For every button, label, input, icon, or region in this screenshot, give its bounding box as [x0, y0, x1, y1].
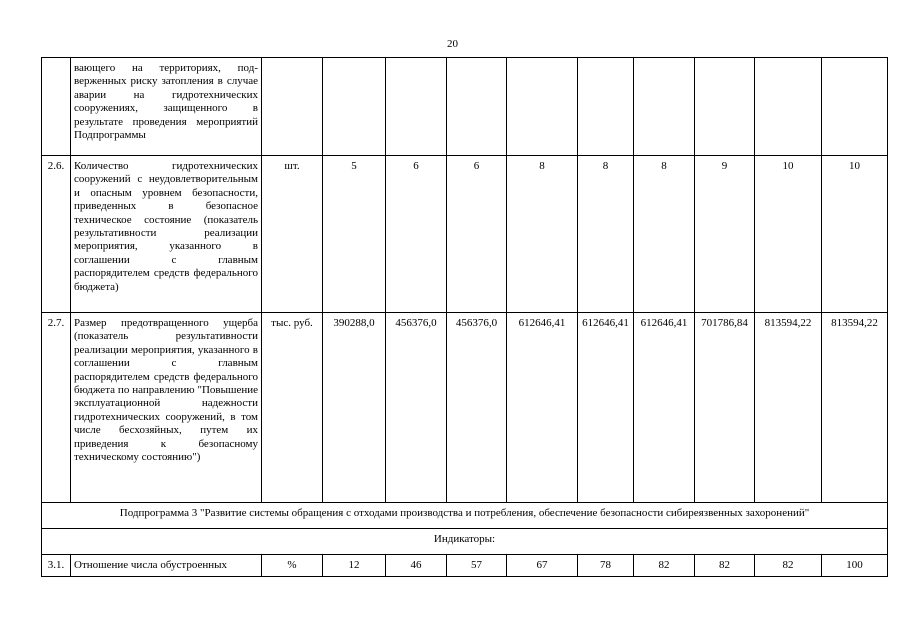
table-row: [42, 313, 888, 503]
row-number: 2.7.: [42, 313, 71, 503]
indicator-description: вающего на территориях, подверженных риску затопления в случае аварии на гидротехнических сооружениях, защищенного в результате проведения мероприятий Подпрограммы: [71, 58, 262, 156]
table-row: [42, 555, 888, 577]
indicator-description: Размер предотвращенного ущерба (показатель результативности реализации мероприятия, указанного в соглашении с главным распорядителем средств федерального бюджета по направлению "Повышение эксплуатационной надежности гидротехнических сооружений, в том числе бесхозяйных, путем их приведения к безопасному техническому состоянию"): [71, 313, 262, 503]
value-cell: 46: [386, 555, 447, 577]
value-cell: 9: [695, 156, 755, 313]
unit-cell: тыс. руб.: [262, 313, 323, 503]
value-cell: 6: [386, 156, 447, 313]
row-number: 2.6.: [42, 156, 71, 313]
value-cell: 456376,0: [447, 313, 507, 503]
page-number: 20: [447, 38, 458, 50]
value-cell: 82: [755, 555, 822, 577]
subprogram-row: [42, 503, 888, 529]
unit-cell: шт.: [262, 156, 323, 313]
indicator-description: Отношение числа обустроенных: [71, 555, 262, 577]
value-cell: 813594,22: [822, 313, 888, 503]
value-cell: 82: [634, 555, 695, 577]
indicators-label: Индикаторы:: [42, 529, 888, 555]
value-cell: 701786,84: [695, 313, 755, 503]
value-cell: 8: [578, 156, 634, 313]
table-row: [42, 58, 888, 156]
subprogram-title: Подпрограмма 3 "Развитие системы обращения с отходами производства и потребления, обеспечение безопасности сибиреязвенных захоронений": [42, 503, 888, 529]
value-cell: 456376,0: [386, 313, 447, 503]
indicator-description: Количество гидротехнических сооружений с неудовлетворительным и опасным уровнем безопасности, приведенных в безопасное техническое состояние (показатель результативности реализации мероприятия, указанного в соглашении с главным распорядителем средств федерального бюджета): [71, 156, 262, 313]
row-number: [42, 58, 71, 156]
value-cell: 100: [822, 555, 888, 577]
value-cell: 813594,22: [755, 313, 822, 503]
row-number: 3.1.: [42, 555, 71, 577]
indicators-table: [41, 57, 888, 577]
value-cell: 10: [755, 156, 822, 313]
value-cell: 78: [578, 555, 634, 577]
value-cell: 8: [507, 156, 578, 313]
value-cell: 8: [634, 156, 695, 313]
value-cell: 6: [447, 156, 507, 313]
indicators-header-row: [42, 529, 888, 555]
value-cell: 10: [822, 156, 888, 313]
value-cell: 612646,41: [507, 313, 578, 503]
value-cell: 390288,0: [323, 313, 386, 503]
value-cell: 82: [695, 555, 755, 577]
unit-cell: %: [262, 555, 323, 577]
value-cell: 5: [323, 156, 386, 313]
value-cell: 612646,41: [578, 313, 634, 503]
value-cell: 67: [507, 555, 578, 577]
value-cell: 57: [447, 555, 507, 577]
value-cell: 12: [323, 555, 386, 577]
value-cell: 612646,41: [634, 313, 695, 503]
table-row: [42, 156, 888, 313]
